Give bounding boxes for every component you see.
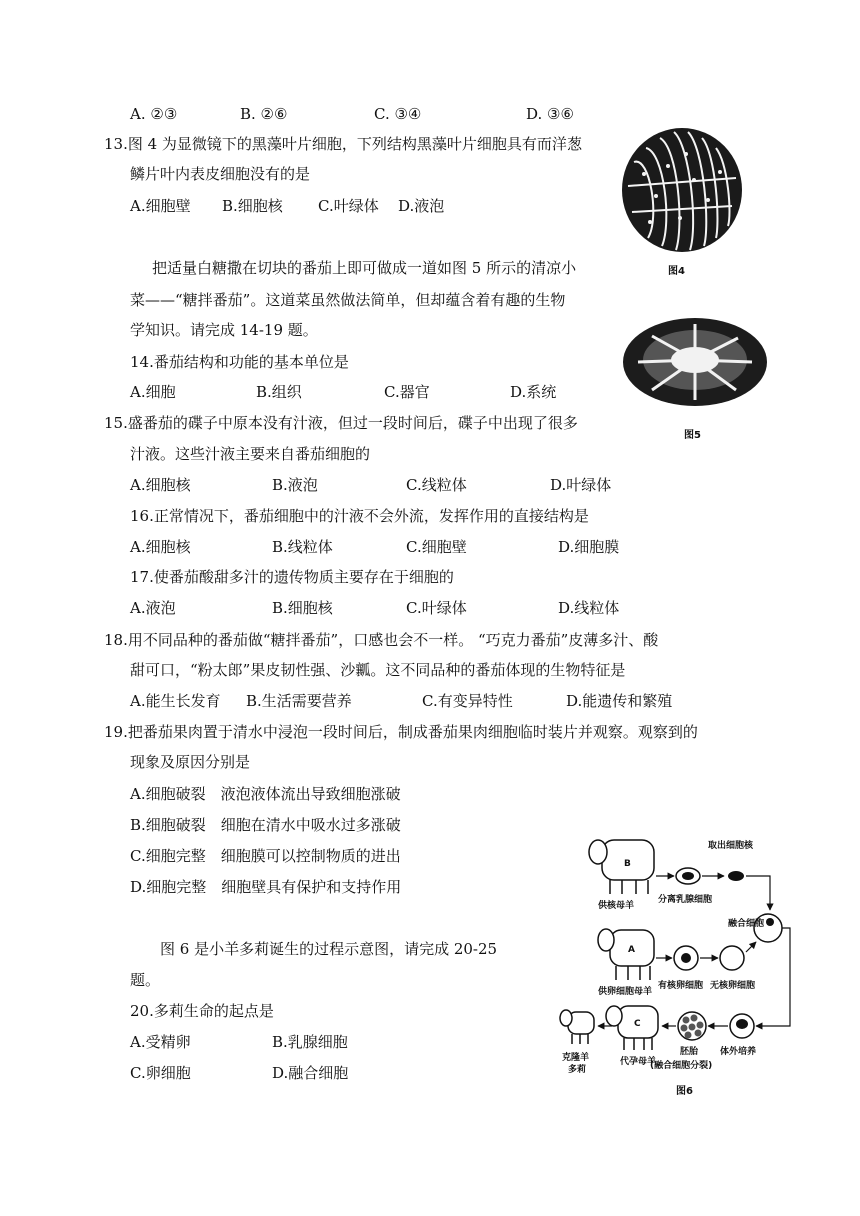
q19-option-a: A.细胞破裂 液泡液体流出导致细胞涨破 [130,785,401,803]
tomato-intro-line3: 学知识。请完成 14-19 题。 [130,321,318,339]
q15-option-c: C.线粒体 [406,476,467,494]
label-separate-mammary: 分离乳腺细胞 [658,895,713,905]
figure-4-leaf-cells [620,126,744,254]
q15-option-a: A.细胞核 [130,476,191,494]
q13-stem-line2: 鳞片叶内表皮细胞没有的是 [130,165,311,183]
q14-option-b: B.组织 [256,383,302,401]
q13-option-b: B.细胞核 [222,197,283,215]
q16-option-a: A.细胞核 [130,538,191,556]
label-surrogate: 代孕母羊 [620,1057,657,1067]
tomato-intro-line1: 把适量白糖撒在切块的番茄上即可做成一道如图 5 所示的清凉小 [152,259,577,277]
label-embryo: 胚胎 [680,1047,699,1057]
sheep-b-icon [589,840,654,894]
label-donor-egg: 供卵细胞母羊 [598,987,653,997]
figure-5-sugared-tomato [620,310,770,410]
label-donor-nucleus: 供核母羊 [598,901,635,911]
q18-stem-line1: 18.用不同品种的番茄做“糖拌番茄”，口感也会不一样。 “巧克力番茄”皮薄多汁、酸 [104,631,659,649]
q20-option-d: D.融合细胞 [272,1064,349,1082]
label-nucleated-egg: 有核卵细胞 [658,981,704,991]
label-embryo-note: (融合细胞分裂) [650,1061,713,1071]
q20-option-c: C.卵细胞 [130,1064,191,1082]
q15-stem-line1: 15.盛番茄的碟子中原本没有汁液，但过一段时间后，碟子中出现了很多 [104,414,578,432]
q14-option-d: D.系统 [510,383,557,401]
figure-4-caption: 图4 [668,266,685,277]
label-enucleated-egg: 无核卵细胞 [710,981,756,991]
q13-option-c: C.叶绿体 [318,197,379,215]
q15-option-d: D.叶绿体 [550,476,612,494]
q12-option-c: C. ③④ [374,105,422,123]
q20-option-a: A.受精卵 [130,1033,191,1051]
q14-stem: 14.番茄结构和功能的基本单位是 [130,353,349,371]
q17-option-a: A.液泡 [130,599,176,617]
q19-option-d: D.细胞完整 细胞壁具有保护和支持作用 [130,878,402,896]
q19-option-c: C.细胞完整 细胞膜可以控制物质的进出 [130,847,401,865]
enucleated-egg [720,946,744,970]
q18-option-b: B.生活需要营养 [246,692,352,710]
q12-option-d: D. ③⑥ [526,105,574,123]
sheep-b-letter: B [624,859,631,869]
q17-stem: 17.使番茄酸甜多汁的遗传物质主要存在于细胞的 [130,568,454,586]
dolly-intro-line2: 题。 [130,971,161,989]
dolly-intro-line1: 图 6 是小羊多莉诞生的过程示意图，请完成 20-25 [160,940,498,958]
sheep-c-icon [606,1006,658,1050]
q17-option-d: D.线粒体 [558,599,620,617]
q18-option-c: C.有变异特性 [422,692,513,710]
q13-option-d: D.液泡 [398,197,445,215]
q20-stem: 20.多莉生命的起点是 [130,1002,274,1020]
q16-option-d: D.细胞膜 [558,538,620,556]
q15-option-b: B.液泡 [272,476,318,494]
q12-option-b: B. ②⑥ [240,105,288,123]
label-clone-line1: 克隆羊 [562,1053,590,1063]
q19-stem-line1: 19.把番茄果肉置于清水中浸泡一段时间后，制成番茄果肉细胞临时装片并观察。观察到的 [104,723,698,741]
q13-stem-line1: 13.图 4 为显微镜下的黑藻叶片细胞，下列结构黑藻叶片细胞具有而洋葱 [104,135,582,153]
extracted-nucleus [728,871,744,881]
dolly-lamb-icon [560,1010,594,1044]
q17-option-b: B.细胞核 [272,599,333,617]
label-clone-line2: 多莉 [568,1065,587,1075]
label-in-vitro: 体外培养 [720,1047,757,1057]
q20-option-b: B.乳腺细胞 [272,1033,348,1051]
q16-option-b: B.线粒体 [272,538,333,556]
figure-5-caption: 图5 [684,430,701,441]
sheep-a-letter: A [628,945,635,955]
q15-stem-line2: 汁液。这些汁液主要来自番茄细胞的 [130,445,371,463]
q17-option-c: C.叶绿体 [406,599,467,617]
q18-option-a: A.能生长发育 [130,692,221,710]
q14-option-a: A.细胞 [130,383,176,401]
label-take-nucleus: 取出细胞核 [708,841,754,851]
q16-option-c: C.细胞壁 [406,538,467,556]
q19-stem-line2: 现象及原因分别是 [130,753,251,771]
sheep-a-icon [598,929,654,980]
sheep-c-letter: C [634,1019,641,1029]
q14-option-c: C.器官 [384,383,430,401]
q18-option-d: D.能遗传和繁殖 [566,692,673,710]
figure-6-dolly-diagram [558,830,798,1100]
figure-6-caption: 图6 [676,1086,693,1097]
q18-stem-line2: 甜可口，“粉太郎”果皮韧性强、沙瓤。这不同品种的番茄体现的生物特征是 [130,661,626,679]
tomato-intro-line2: 菜——“糖拌番茄”。这道菜虽然做法简单，但却蕴含着有趣的生物 [130,291,566,309]
q13-option-a: A.细胞壁 [130,197,191,215]
q12-option-a: A. ②③ [130,105,178,123]
q19-option-b: B.细胞破裂 细胞在清水中吸水过多涨破 [130,816,401,834]
label-fused-cell: 融合细胞 [728,919,765,929]
q16-stem: 16.正常情况下，番茄细胞中的汁液不会外流，发挥作用的直接结构是 [130,507,589,525]
